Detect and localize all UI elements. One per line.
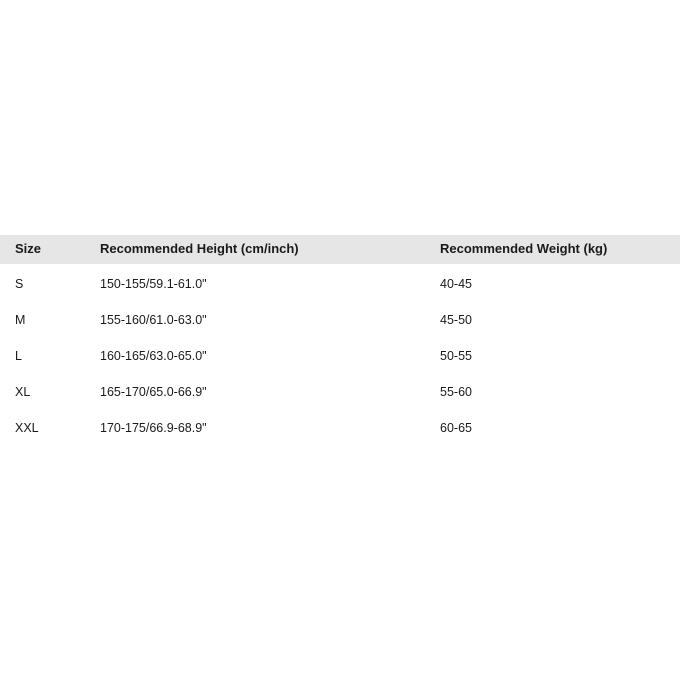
header-size: Size — [15, 241, 42, 256]
size-cell: L — [15, 349, 22, 363]
header-recommended-height: Recommended Height (cm/inch) — [100, 241, 299, 256]
weight-cell: 40-45 — [440, 277, 472, 291]
table-row — [0, 409, 680, 445]
size-cell: XXL — [15, 421, 39, 435]
table-header-row — [0, 235, 680, 264]
size-cell: XL — [15, 385, 31, 399]
header-recommended-weight: Recommended Weight (kg) — [440, 241, 608, 256]
weight-cell: 45-50 — [440, 313, 472, 327]
height-cell: 165-170/65.0-66.9" — [100, 385, 207, 399]
size-cell: S — [15, 277, 24, 291]
table-row — [0, 265, 680, 301]
height-cell: 150-155/59.1-61.0" — [100, 277, 207, 291]
size-cell: M — [15, 313, 26, 327]
table-row — [0, 301, 680, 337]
weight-cell: 55-60 — [440, 385, 472, 399]
size-chart-table — [0, 235, 680, 445]
table-body — [0, 264, 680, 445]
weight-cell: 60-65 — [440, 421, 472, 435]
weight-cell: 50-55 — [440, 349, 472, 363]
table-row — [0, 373, 680, 409]
table-row — [0, 337, 680, 373]
height-cell: 170-175/66.9-68.9" — [100, 421, 207, 435]
height-cell: 155-160/61.0-63.0" — [100, 313, 207, 327]
height-cell: 160-165/63.0-65.0" — [100, 349, 207, 363]
